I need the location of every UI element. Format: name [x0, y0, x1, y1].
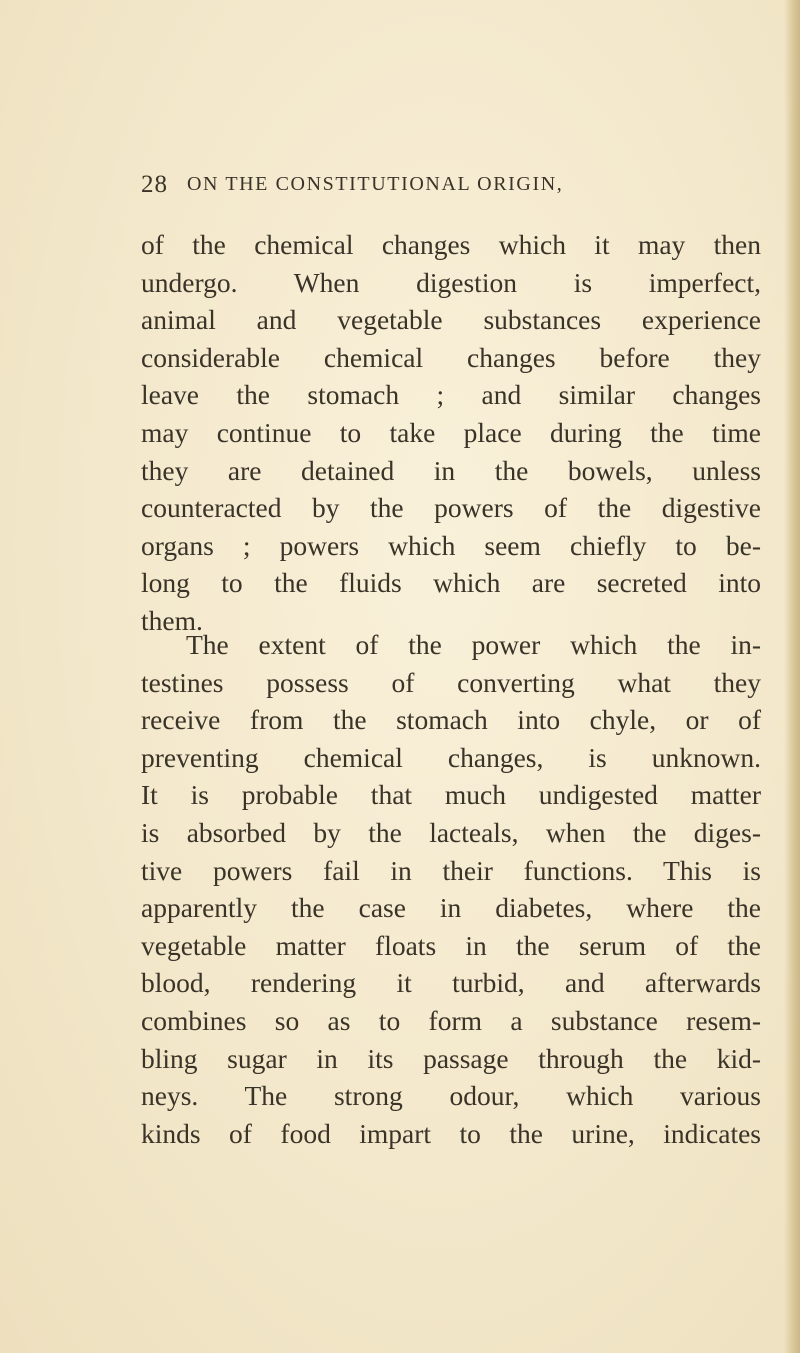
text-line: organs ; powers which seem chiefly to be- — [141, 529, 761, 561]
text-line: preventing chemical changes, is unknown. — [141, 741, 761, 773]
text-line: receive from the stomach into chyle, or of — [141, 704, 761, 736]
text-line: kinds of food impart to the urine, indicates — [141, 1117, 761, 1149]
text-line: considerable chemical changes before they — [141, 341, 761, 373]
text-line: It is probable that much undigested matter — [141, 779, 761, 811]
paragraph — [141, 226, 761, 640]
text-line: vegetable matter floats in the serum of the — [141, 929, 761, 961]
text-line: they are detained in the bowels, unless — [141, 454, 761, 486]
text-line: bling sugar in its passage through the kid- — [141, 1042, 761, 1074]
text-line: counteracted by the powers of the digestive — [141, 492, 761, 524]
running-head — [141, 171, 741, 201]
text-line: leave the stomach ; and similar changes — [141, 379, 761, 411]
text-line: apparently the case in diabetes, where the — [141, 892, 761, 924]
page-number: 28 — [141, 171, 168, 198]
text-line: tive powers fail in their functions. This is — [141, 854, 761, 886]
text-line: may continue to take place during the time — [141, 416, 761, 448]
text-line: is absorbed by the lacteals, when the diges- — [141, 816, 761, 848]
text-line: The extent of the power which the in- — [186, 629, 761, 660]
page-edge-shadow — [784, 0, 800, 1353]
paragraph — [141, 626, 761, 1152]
text-line: of the chemical changes which it may then — [141, 229, 761, 260]
text-line: neys. The strong odour, which various — [141, 1080, 761, 1112]
text-line: long to the fluids which are secreted into — [141, 567, 761, 599]
text-line: testines possess of converting what they — [141, 666, 761, 698]
text-line: blood, rendering it turbid, and afterwards — [141, 967, 761, 999]
header-title: ON THE CONSTITUTIONAL ORIGIN, — [187, 173, 564, 195]
text-line: combines so as to form a substance resem- — [141, 1004, 761, 1036]
text-line: animal and vegetable substances experience — [141, 304, 761, 336]
text-line: undergo. When digestion is imperfect, — [141, 266, 761, 298]
text-line: them. — [141, 604, 203, 636]
